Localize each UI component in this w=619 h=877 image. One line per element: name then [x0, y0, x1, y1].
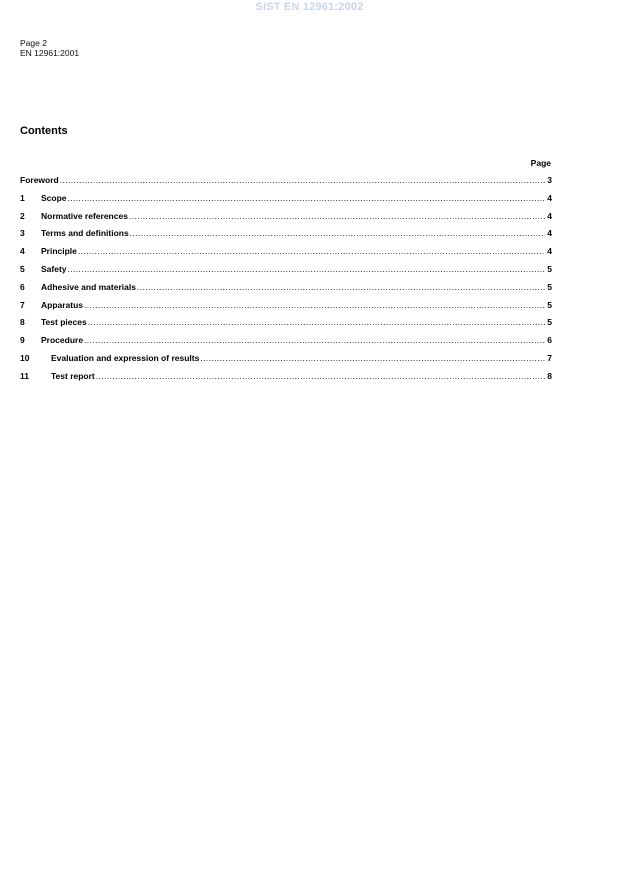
toc-entry-page: 8: [547, 370, 552, 381]
toc-entry-page: 6: [547, 335, 552, 346]
toc-entry-test-pieces[interactable]: [20, 317, 552, 335]
toc-entry-number: 8: [20, 317, 25, 328]
toc-entry-number: 6: [20, 281, 25, 292]
toc-entry-number: 3: [20, 228, 25, 239]
toc-entry-title: Procedure: [41, 335, 84, 346]
toc-entry-title: Principle: [41, 246, 77, 257]
toc-entry-title: Scope: [41, 192, 67, 203]
toc-entry-page: 5: [547, 263, 552, 274]
page-header: [20, 38, 79, 58]
toc-entry-terms-and-definitions[interactable]: [20, 228, 552, 246]
toc-dot-leader: [68, 264, 545, 274]
toc-entry-number: 2: [20, 210, 25, 221]
toc-entry-number: 7: [20, 299, 25, 310]
toc-entry-page: 5: [547, 299, 552, 310]
toc-entry-number: 5: [20, 263, 25, 274]
page-number-label: Page 2: [20, 38, 47, 48]
toc-entry-procedure[interactable]: [20, 335, 552, 353]
toc-dot-leader: [130, 228, 545, 238]
toc-dot-leader: [84, 300, 545, 310]
toc-dot-leader: [88, 317, 545, 327]
toc-entry-page: 5: [547, 317, 552, 328]
toc-entry-apparatus[interactable]: [20, 300, 552, 318]
toc-dot-leader: [200, 353, 545, 363]
toc-entry-title: Foreword: [20, 175, 59, 185]
toc-entry-scope[interactable]: [20, 193, 552, 211]
toc-entry-adhesive-and-materials[interactable]: [20, 282, 552, 300]
watermark: SIST EN 12961:2002: [255, 1, 364, 13]
toc-dot-leader: [60, 175, 545, 185]
toc-entry-page: 4: [547, 210, 552, 221]
toc-entry-title: Test pieces: [41, 317, 87, 328]
toc-entry-title: Safety: [41, 263, 67, 274]
toc-entry-page: 4: [547, 192, 552, 203]
toc-dot-leader: [78, 246, 545, 256]
standard-reference: EN 12961:2001: [20, 48, 80, 58]
toc-entry-title: Apparatus: [41, 299, 84, 310]
toc-entry-title: Test report: [51, 370, 95, 381]
toc-entry-page: 4: [547, 228, 552, 239]
toc-entry-number: 11: [20, 370, 29, 381]
toc-entry-principle[interactable]: [20, 246, 552, 264]
contents-heading: Contents: [20, 125, 68, 137]
toc-entry-title: Evaluation and expression of results: [51, 352, 200, 363]
table-of-contents: [20, 175, 552, 389]
page-column-heading: Page: [530, 158, 551, 168]
toc-entry-page: 5: [547, 281, 552, 292]
toc-entry-foreword[interactable]: [20, 175, 552, 193]
toc-dot-leader: [84, 335, 545, 345]
toc-entry-title: Normative references: [41, 210, 128, 221]
toc-entry-evaluation-and-expression-of-results[interactable]: [20, 353, 552, 371]
toc-entry-number: 4: [20, 246, 25, 257]
toc-entry-number: 10: [20, 352, 30, 363]
toc-entry-title: Adhesive and materials: [41, 281, 136, 292]
toc-dot-leader: [68, 193, 545, 203]
toc-entry-normative-references[interactable]: [20, 211, 552, 229]
toc-entry-number: 9: [20, 335, 25, 346]
toc-entry-test-report[interactable]: [20, 371, 552, 389]
toc-entry-title: Terms and definitions: [41, 228, 129, 239]
toc-entry-safety[interactable]: [20, 264, 552, 282]
toc-entry-page: 3: [547, 175, 552, 185]
toc-dot-leader: [137, 282, 545, 292]
toc-entry-number: 1: [20, 192, 25, 203]
toc-entry-page: 7: [547, 352, 552, 363]
toc-dot-leader: [96, 371, 545, 381]
toc-dot-leader: [129, 211, 545, 221]
toc-entry-page: 4: [547, 246, 552, 257]
